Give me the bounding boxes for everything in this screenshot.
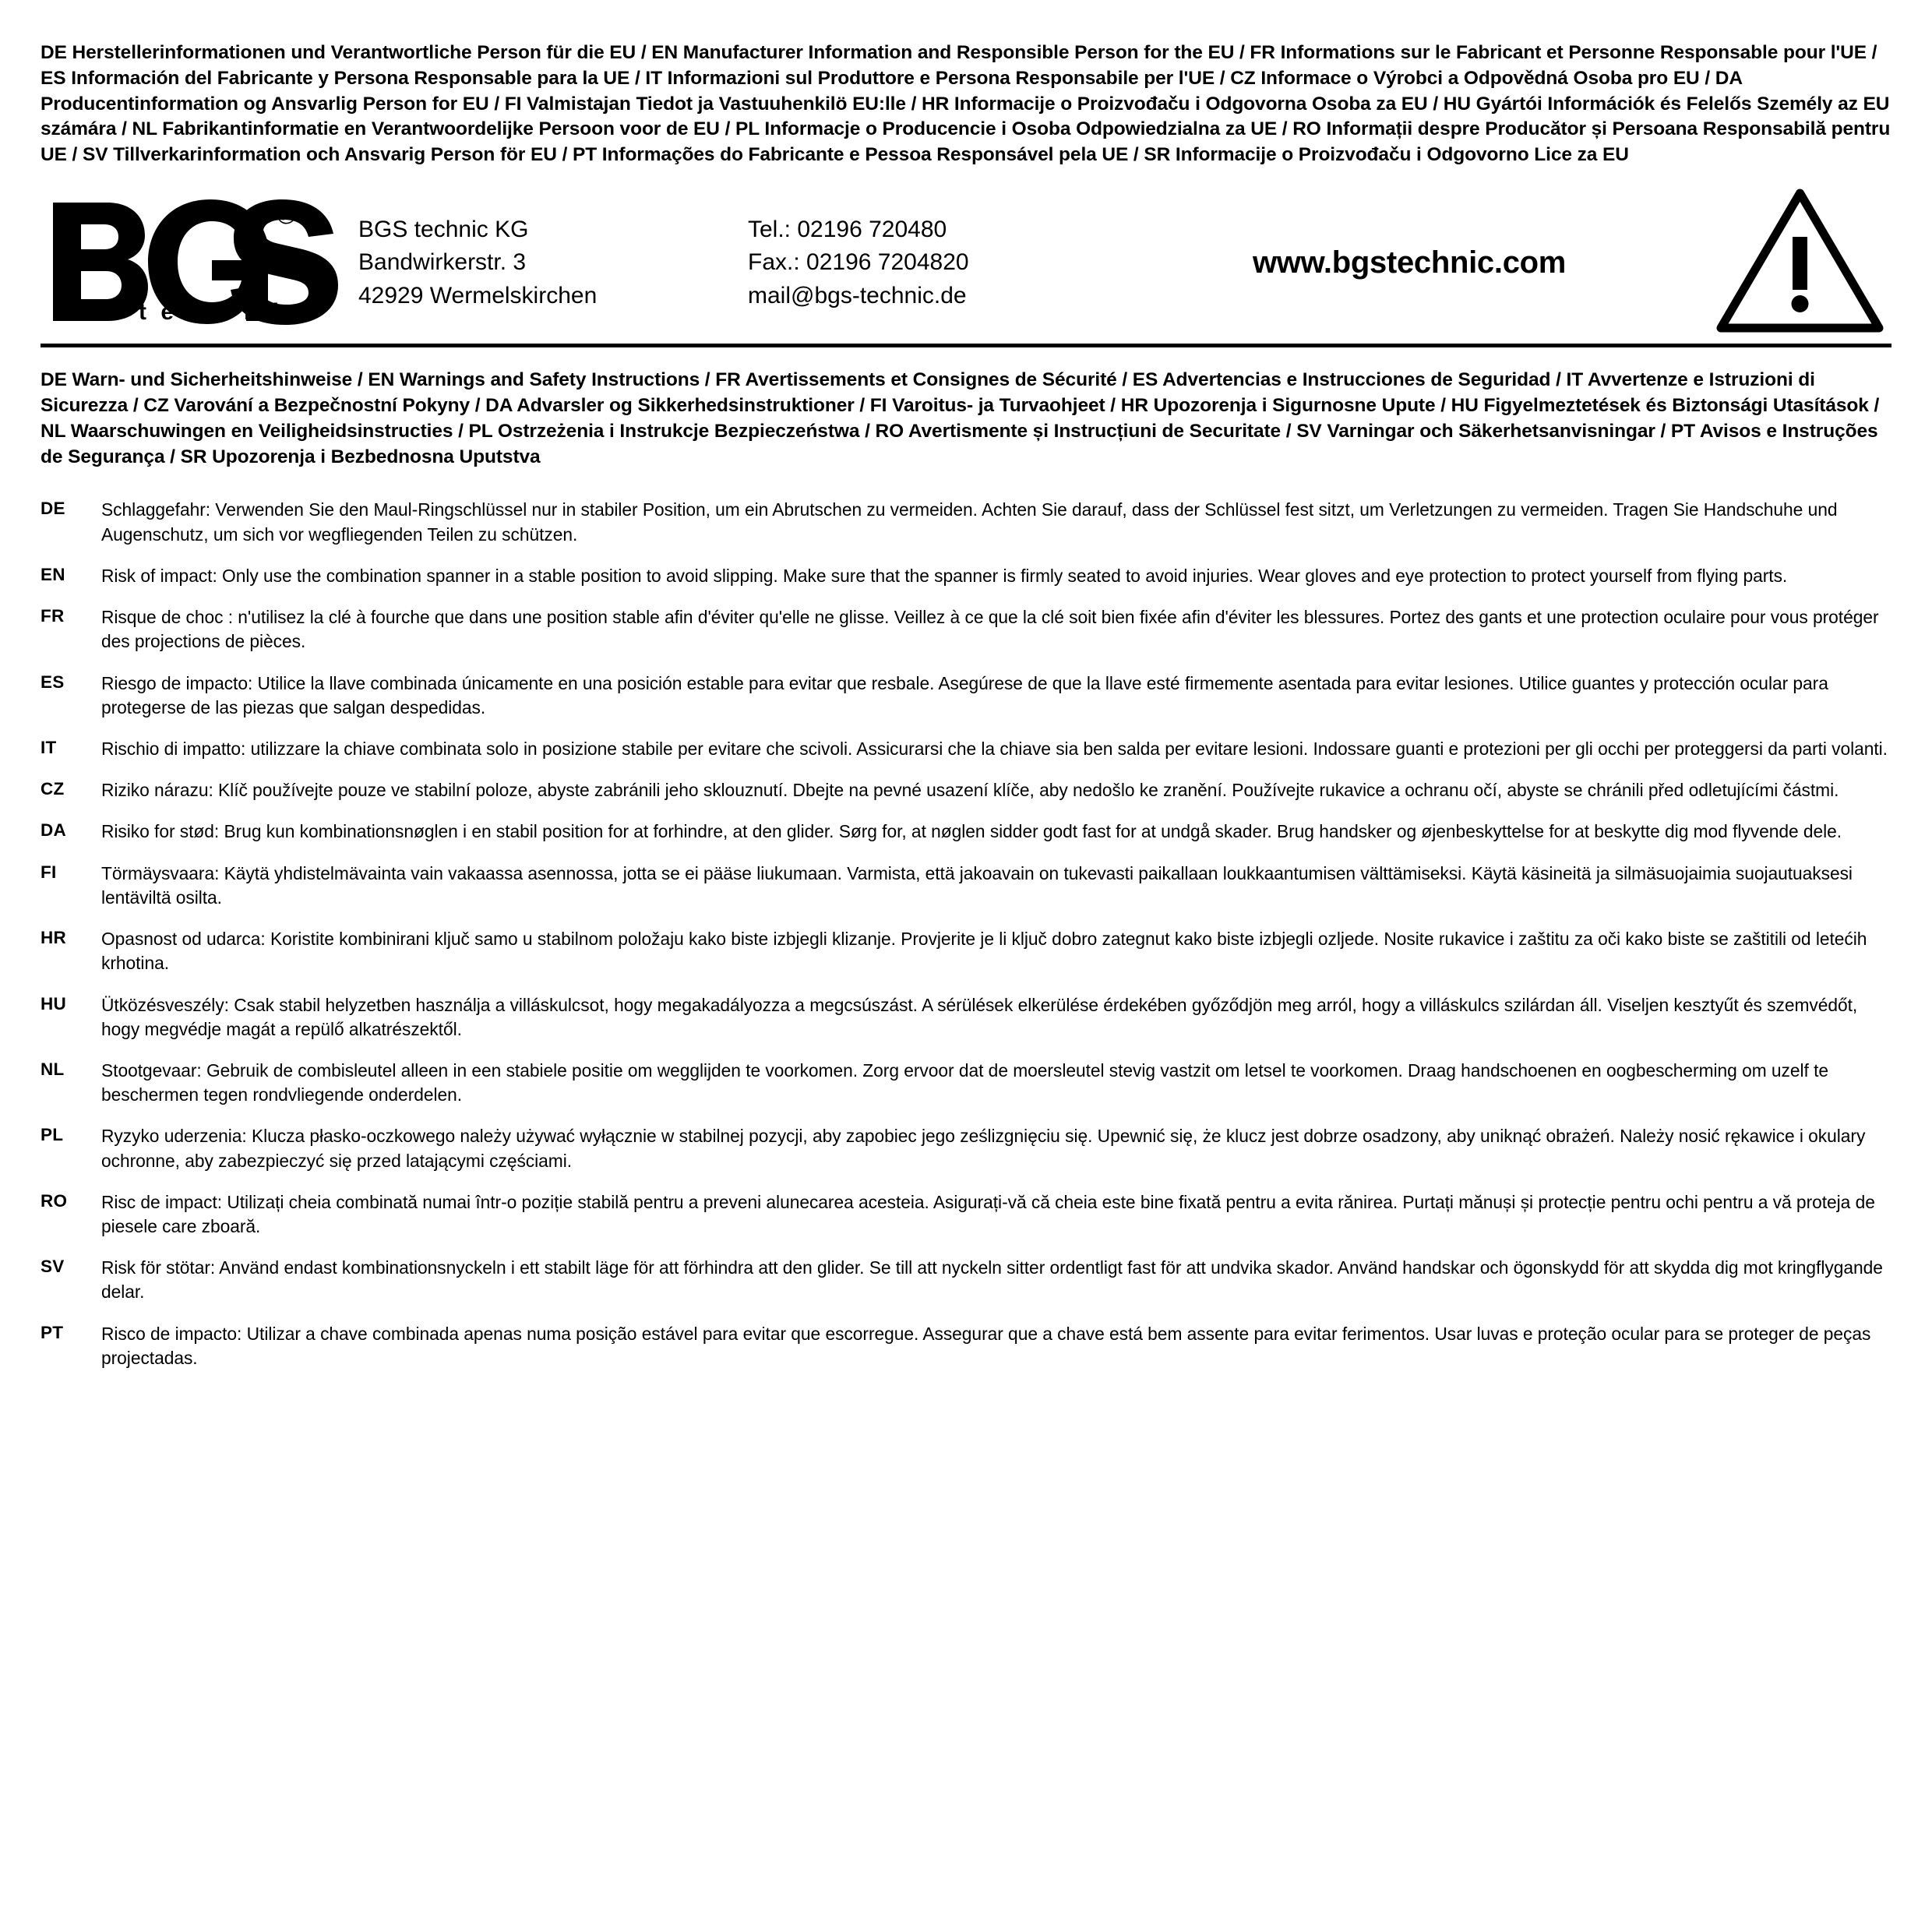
list-item — [41, 672, 1891, 720]
list-item — [41, 605, 1891, 654]
safety-text: Stootgevaar: Gebruik de combisleutel alleen in een stabiele positie om wegglijden te voorkomen. Zorg ervoor dat de moersleutel stevig vastzit om letsel te voorkomen. Draag handschoenen en oogbescherming om uzelf te beschermen tegen rondvliegende onderdelen. — [101, 1059, 1829, 1105]
company-street: Bandwirkerstr. 3 — [358, 249, 527, 276]
safety-entries-list — [41, 498, 1891, 1370]
language-code: IT — [41, 737, 57, 757]
language-code: FI — [41, 862, 57, 882]
list-item — [41, 1059, 1891, 1107]
language-code: FR — [41, 606, 65, 626]
language-code: DA — [41, 820, 66, 841]
language-code: HU — [41, 993, 66, 1014]
language-code: CZ — [41, 779, 65, 799]
language-code: SV — [41, 1257, 65, 1277]
safety-text: Risc de impact: Utilizați cheia combinată numai într-o poziție stabilă pentru a preveni alunecarea acesteia. Asigurați-vă că cheia este bine fixată pentru a evita rănirea. Purtați mănuși și protecție pentru ochi pentru a vă proteja de piesele care zboară. — [101, 1191, 1875, 1237]
list-item — [41, 927, 1891, 975]
safety-text: Riesgo de impacto: Utilice la llave combinada únicamente en una posición estable para evitar que resbale. Asegúrese de que la llave esté firmemente asentada para evitar lesiones. Utilice guantes y protección ocular para protegerse de las piezas que salgan despedidas. — [101, 672, 1828, 717]
language-code: EN — [41, 564, 65, 584]
list-item — [41, 1256, 1891, 1304]
company-city: 42929 Wermelskirchen — [358, 282, 598, 308]
safety-text: Risco de impacto: Utilizar a chave combinada apenas numa posição estável para evitar que escorregue. Assegurar que a chave está bem assente para evitar ferimentos. Usar luvas e proteção ocular para se proteger de peças projectadas. — [101, 1323, 1871, 1368]
language-code: RO — [41, 1190, 68, 1211]
list-item — [41, 564, 1891, 588]
safety-text: Risk of impact: Only use the combination spanner in a stable position to avoid slipping. Make sure that the spanner is firmly seated to avoid injuries. Wear gloves and eye protection to protect yourself from flying parts. — [101, 565, 1788, 586]
company-phone: Tel.: 02196 720480 — [748, 216, 947, 242]
safety-text: Risiko for stød: Brug kun kombinationsnøglen i en stabil position for at forhindre, at den glider. Sørg for, at nøglen sidder godt fast for at undgå skader. Brug handsker og øjenbeskyttelse for at beskytte dig mod flyvende dele. — [101, 821, 1842, 842]
safety-text: Ryzyko uderzenia: Klucza płasko-oczkowego należy używać wyłącznie w stabilnej pozycji, aby zapobiec jego ześlizgnięciu się. Upewnić się, że klucz jest dobrze osadzony, aby uniknąć obrażeń. Należy nosić rękawice i okulary ochronne, aby zabezpieczyć się przed latającymi częściami. — [101, 1126, 1866, 1171]
language-code: PL — [41, 1125, 64, 1145]
safety-text: Risk för stötar: Använd endast kombinationsnyckeln i ett stabilt läge för att förhindra att den glider. Se till att nyckeln sitter ordentligt fast för att undvika skador. Använd handskar och ögonskydd för att skydda dig mot kringflygande delar. — [101, 1257, 1883, 1303]
list-item — [41, 1322, 1891, 1370]
bgs-logo — [41, 196, 358, 325]
warning-triangle-icon — [1705, 189, 1891, 333]
list-item — [41, 498, 1891, 546]
list-item — [41, 1124, 1891, 1172]
company-info-block — [41, 189, 1891, 347]
safety-text: Rischio di impatto: utilizzare la chiave combinata solo in posizione stabile per evitare che scivoli. Assicurarsi che la chiave sia ben salda per evitare lesioni. Indossare guanti e protezioni per gli occhi per proteggersi da parti volanti. — [101, 738, 1888, 759]
svg-text:t e c h n i c: t e c h n i c — [139, 299, 311, 326]
language-code: HR — [41, 928, 66, 948]
safety-text: Riziko nárazu: Klíč používejte pouze ve stabilní poloze, abyste zabránili jeho sklouznutí. Dbejte na pevné usazení klíče, aby nedošlo ke zranění. Používejte rukavice a ochranu očí, abyste se chránili před odletujícími částmi. — [101, 780, 1839, 801]
company-address — [358, 209, 748, 313]
language-code: ES — [41, 672, 65, 692]
list-item — [41, 737, 1891, 761]
language-code: PT — [41, 1322, 64, 1342]
list-item — [41, 1190, 1891, 1239]
list-item — [41, 778, 1891, 802]
list-item — [41, 993, 1891, 1042]
company-email[interactable]: mail@bgs-technic.de — [748, 282, 967, 308]
manufacturer-info-heading: DE Herstellerinformationen und Verantwortliche Person für die EU / EN Manufacturer Information and Responsible Person for the EU / FR Informations sur le Fabricant et Personne Responsable pour l'UE / ES Información del Fabricante y Persona Responsable para la UE / IT Informazioni sul Produttore e Persona Responsabile per l'UE / CZ Informace o Výrobci a Odpovědná Osoba pro EU / DA Producentinformation og Ansvarlig Person for EU / FI Valmistajan Tiedot ja Vastuuhenkilö EU:lle / HR Informacije o Proizvođaču i Odgovorna Osoba za EU / HU Gyártói Információk és Felelős Személy az EU számára / NL Fabrikantinformatie en Verantwoordelijke Persoon voor de EU / PL Informacje o Producencie i Osoba Odpowiedzialna za UE / RO Informații despre Producător și Persoana Responsabilă pentru UE / SV Tillverkarinformation och Ansvarig Person för EU / PT Informações do Fabricante e Pessoa Responsável pela UE / SR Informacije o Proizvođaču i Odgovorno Lice za EU — [41, 42, 1891, 166]
safety-text: Risque de choc : n'utilisez la clé à fourche que dans une position stable afin d'éviter qu'elle ne glisse. Veillez à ce que la clé soit bien fixée afin d'éviter les blessures. Portez des gants et une protection oculaire pour vous protéger des projections de pièces. — [101, 607, 1879, 652]
company-name: BGS technic KG — [358, 216, 529, 242]
list-item — [41, 862, 1891, 910]
language-code: DE — [41, 499, 65, 519]
list-item — [41, 820, 1891, 844]
company-fax: Fax.: 02196 7204820 — [748, 249, 969, 276]
safety-text: Törmäysvaara: Käytä yhdistelmävainta vain vakaassa asennossa, jotta se ei pääse liukumaan. Varmista, että jakoavain on tukevasti paikallaan loukkaantumisen välttämiseksi. Käytä käsineitä ja silmäsuojaimia suojautuaksesi lentäviltä osilta. — [101, 862, 1853, 908]
svg-text:®: ® — [277, 200, 297, 231]
safety-text: Schlaggefahr: Verwenden Sie den Maul-Ringschlüssel nur in stabiler Position, um ein Abrutschen zu vermeiden. Achten Sie darauf, dass der Schlüssel fest sitzt, um Verletzungen zu vermeiden. Tragen Sie Handschuhe und Augenschutz, um sich vor wegfliegenden Teilen zu schützen. — [101, 499, 1838, 545]
company-contact — [748, 209, 1114, 313]
company-website[interactable]: www.bgstechnic.com — [1252, 245, 1567, 280]
safety-section-heading: DE Warn- und Sicherheitshinweise / EN Warnings and Safety Instructions / FR Avertissements et Consignes de Sécurité / ES Advertencias e Instrucciones de Seguridad / IT Avvertenze e Istruzioni di Sicurezza / CZ Varování a Bezpečnostní Pokyny / DA Advarsler og Sikkerhedsinstruktioner / FI Varoitus- ja Turvaohjeet / HR Upozorenja i Sigurnosne Upute / HU Figyelmeztetések és Biztonsági Utasítások / NL Waarschuwingen en Veiligheidsinstructies / PL Ostrzeżenia i Instrukcje Bezpieczeństwa / RO Avertismente și Instrucțiuni de Securitate / SV Varningar och Säkerhetsanvisningar / PT Avisos e Instruções de Segurança / SR Upozorenja i Bezbednosna Uputstva — [41, 369, 1880, 467]
language-code: NL — [41, 1059, 65, 1079]
safety-text: Opasnost od udarca: Koristite kombinirani ključ samo u stabilnom položaju kako biste izbjegli klizanje. Provjerite je li ključ dobro zategnut kako biste izbjegli ozljede. Nosite rukavice i zaštitu za oči kako biste se zaštitili od letećih krhotina. — [101, 929, 1867, 974]
safety-text: Ütközésveszély: Csak stabil helyzetben használja a villáskulcsot, hogy megakadályozza a megcsúszást. A sérülések elkerülése érdekében győződjön meg arról, hogy a villáskulcs szilárdan áll. Viseljen kesztyűt és szemvédőt, hogy megvédje magát a repülő alkatrészektől. — [101, 994, 1858, 1039]
